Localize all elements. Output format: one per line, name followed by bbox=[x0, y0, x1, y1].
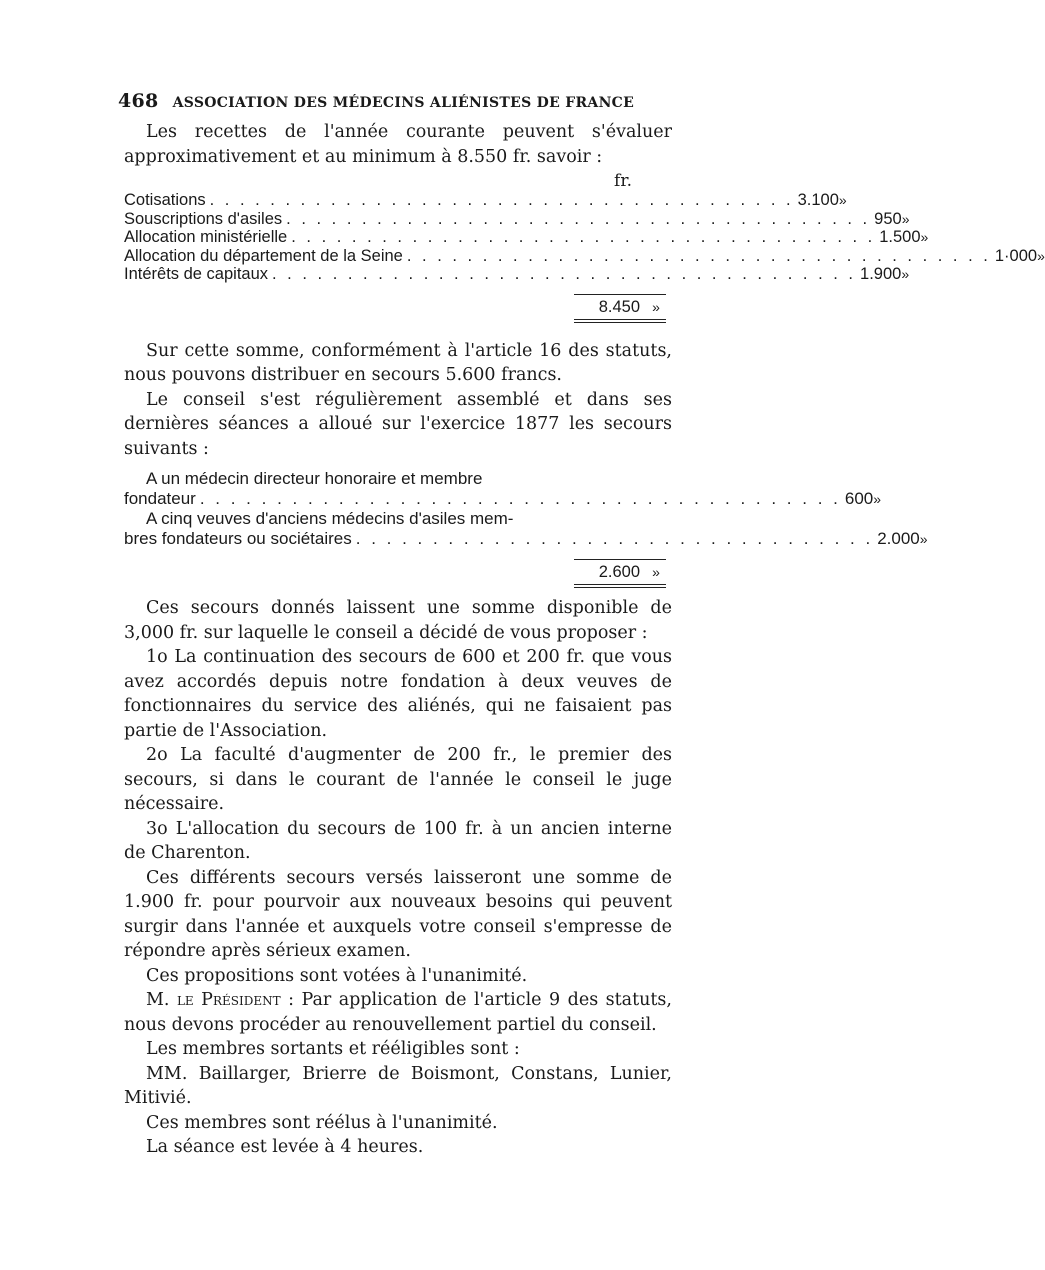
receipt-amount: 1·000 bbox=[994, 246, 1038, 265]
receipts-total: 8.450 bbox=[598, 297, 640, 316]
ditto-mark: » bbox=[873, 491, 882, 507]
receipt-amount: 1.500 bbox=[879, 228, 921, 246]
body-paragraph: 2o La faculté d'augmenter de 200 fr., le premier des secours, si dans le courant de l'année le conseil le juge nécessaire. bbox=[124, 745, 672, 814]
receipt-label: Allocation du département de la Seine bbox=[124, 246, 403, 265]
body-paragraph: 3o L'allocation du secours de 100 fr. à un ancien interne de Charenton. bbox=[124, 818, 672, 863]
ditto-mark: » bbox=[901, 266, 910, 282]
intro-paragraph: Les recettes de l'année courante peuvent s'évaluer approximativement et au minimum à 8.550 fr. savoir : bbox=[124, 122, 672, 167]
page-number: 468 bbox=[118, 90, 159, 112]
president-text: : Par application de l'article 9 des statuts, nous devons procéder au renouvellement partiel du conseil. bbox=[124, 990, 672, 1035]
receipts-table bbox=[124, 191, 1045, 323]
leader-dots: . . . . . . . . . . . . . . . . . . . . . . . . . . . . . . . . . . . . . . . bbox=[272, 265, 857, 283]
distribution-paragraph: Sur cette somme, conformément à l'article 16 des statuts, nous pouvons distribuer en secours 5.600 francs. bbox=[124, 340, 672, 385]
receipt-amount: 3.100 bbox=[797, 191, 839, 209]
receipt-label: Souscriptions d'asiles bbox=[124, 209, 283, 228]
receipt-label: Intérêts de capitaux bbox=[124, 265, 269, 283]
relief-row bbox=[124, 489, 882, 509]
relief-amount: 600 bbox=[844, 489, 874, 508]
relief-total-row bbox=[124, 560, 672, 584]
body-paragraph: Ces différents secours versés laisseront une somme de 1.900 fr. pour pourvoir aux nouveaux besoins qui peuvent surgir dans l'année et auxquels votre conseil s'empresse de répondre après sérieux examen. bbox=[124, 867, 672, 961]
body-paragraph: 1o La continuation des secours de 600 et 200 fr. que vous avez accordés depuis notre fondation à deux veuves de fonctionnaires du service des aliénés, qui ne faisaient pas partie de l'Association. bbox=[124, 647, 672, 741]
ditto-mark: » bbox=[838, 192, 847, 208]
ditto-mark: » bbox=[652, 564, 660, 580]
book-page bbox=[118, 90, 1045, 1160]
leader-dots: . . . . . . . . . . . . . . . . . . . . . . . . . . . . . . . . . . . . . . . bbox=[406, 246, 991, 265]
relief-amount: 2.000 bbox=[877, 529, 920, 548]
spacer bbox=[124, 588, 672, 596]
relief-row bbox=[124, 529, 928, 549]
ditto-mark: » bbox=[652, 298, 660, 315]
leader-dots: . . . . . . . . . . . . . . . . . . . . . . . . . . . . . . . . . . . . . . . bbox=[209, 191, 794, 209]
receipt-amount: 1.900 bbox=[860, 265, 902, 283]
leader-dots: . . . . . . . . . . . . . . . . . . . . . . . . . . . . . . . . . . bbox=[355, 529, 874, 548]
closing-paragraph: La séance est levée à 4 heures. bbox=[146, 1137, 424, 1157]
relief-item-line: A un médecin directeur honoraire et membre bbox=[146, 469, 483, 488]
speaker-name: M. le Président bbox=[146, 990, 281, 1010]
receipt-row bbox=[124, 265, 910, 284]
relief-label: fondateur bbox=[124, 489, 196, 508]
leader-dots: . . . . . . . . . . . . . . . . . . . . . . . . . . . . . . . . . . . . . . . bbox=[291, 228, 876, 246]
running-header bbox=[118, 90, 672, 112]
closing-paragraph: Les membres sortants et rééligibles sont : bbox=[146, 1039, 520, 1059]
spacer bbox=[124, 461, 672, 469]
body-paragraph: Ces propositions sont votées à l'unanimité. bbox=[146, 965, 528, 986]
leader-dots: . . . . . . . . . . . . . . . . . . . . . . . . . . . . . . . . . . . . . . . . . . bbox=[199, 489, 841, 508]
ditto-mark: » bbox=[920, 229, 929, 245]
spacer bbox=[124, 323, 672, 339]
running-title: ASSOCIATION DES MÉDECINS ALIÉNISTES DE FRANCE bbox=[172, 95, 635, 111]
ditto-mark: » bbox=[1037, 247, 1045, 264]
body-paragraph: Ces secours donnés laissent une somme disponible de 3,000 fr. sur laquelle le conseil a décidé de vous proposer : bbox=[124, 598, 672, 643]
relief-item-line: A cinq veuves d'anciens médecins d'asiles mem- bbox=[146, 509, 514, 528]
relief-table bbox=[124, 469, 928, 588]
receipt-label: Allocation ministérielle bbox=[124, 228, 288, 246]
closing-paragraph: Ces membres sont réélus à l'unanimité. bbox=[146, 1112, 498, 1133]
council-paragraph: Le conseil s'est régulièrement assemblé et dans ses dernières séances a alloué sur l'exercice 1877 les secours suivants : bbox=[124, 389, 672, 459]
receipt-row bbox=[124, 246, 1045, 266]
closing-paragraph: MM. Baillarger, Brierre de Boismont, Constans, Lunier, Mitivié. bbox=[124, 1063, 672, 1108]
currency-unit: fr. bbox=[614, 171, 632, 191]
relief-label: bres fondateurs ou sociétaires bbox=[124, 529, 352, 548]
relief-total: 2.600 bbox=[598, 563, 640, 581]
receipt-row bbox=[124, 209, 910, 229]
ditto-mark: » bbox=[901, 210, 910, 227]
receipts-total-row bbox=[124, 295, 672, 319]
ditto-mark: » bbox=[919, 531, 928, 547]
receipt-amount: 950 bbox=[874, 209, 902, 228]
leader-dots: . . . . . . . . . . . . . . . . . . . . . . . . . . . . . . . . . . . . . . . bbox=[286, 209, 871, 228]
receipt-label: Cotisations bbox=[124, 191, 206, 209]
president-paragraph bbox=[124, 988, 672, 1037]
receipt-row bbox=[124, 191, 847, 210]
receipt-row bbox=[124, 228, 929, 247]
